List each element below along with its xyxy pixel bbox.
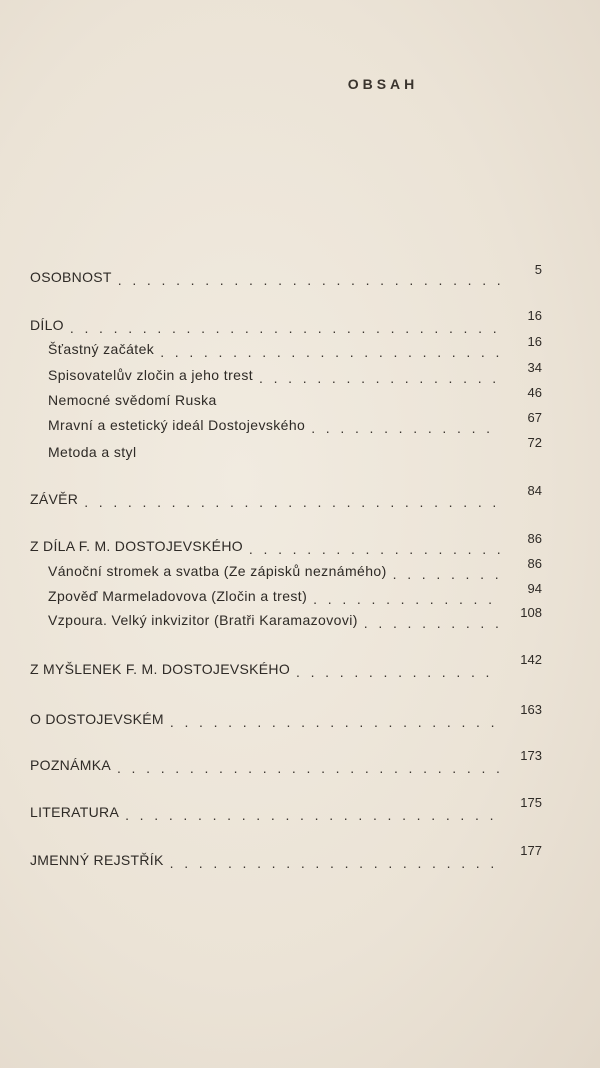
toc-entry-literatura bbox=[30, 801, 500, 821]
toc-entry-label: O DOSTOJEVSKÉM bbox=[30, 711, 164, 727]
toc-entry-label: Z DÍLA F. M. DOSTOJEVSKÉHO bbox=[30, 538, 243, 554]
toc-entry-label: POZNÁMKA bbox=[30, 757, 111, 773]
dot-leader bbox=[118, 272, 500, 286]
toc-page-number: 34 bbox=[527, 360, 542, 375]
toc-entry-label: DÍLO bbox=[30, 317, 64, 333]
toc-entry-label: Vzpoura. Velký inkvizitor (Bratři Karamazovovi) bbox=[48, 612, 358, 628]
toc-entry-stastny-zacatek bbox=[48, 338, 500, 358]
toc-entry-label: JMENNÝ REJSTŘÍK bbox=[30, 852, 164, 868]
toc-entry-jmenny-rejstrik bbox=[30, 849, 500, 869]
toc-entry-label: Spisovatelův zločin a jeho trest bbox=[48, 367, 254, 383]
toc-entry-spisovateluv-zlocin bbox=[48, 364, 500, 384]
toc-entry-osobnost bbox=[30, 266, 500, 286]
dot-leader bbox=[296, 664, 500, 678]
toc-entry-zpoved-marmeladovova bbox=[48, 585, 500, 605]
toc-page-number: 173 bbox=[520, 748, 542, 763]
dot-leader bbox=[84, 494, 500, 508]
toc-entry-label: Šťastný začátek bbox=[48, 341, 155, 357]
dot-leader bbox=[170, 714, 500, 728]
toc-entry-label: ZÁVĚR bbox=[30, 491, 79, 507]
toc-page-number: 84 bbox=[527, 483, 542, 498]
toc-entry-label: Z MYŠLENEK F. M. DOSTOJEVSKÉHO bbox=[30, 661, 291, 677]
toc-entry-mravni-idealy bbox=[48, 414, 500, 434]
toc-page-number: 16 bbox=[527, 308, 542, 323]
dot-leader bbox=[311, 420, 500, 434]
toc-entry-label: Zpověď Marmeladovova (Zločin a trest) bbox=[48, 588, 308, 604]
toc-entry-z-dila bbox=[30, 535, 500, 555]
toc-page-number: 46 bbox=[527, 385, 542, 400]
dot-leader bbox=[70, 320, 500, 334]
toc-entry-label: OSOBNOST bbox=[30, 269, 112, 285]
toc-entry-label: Vánoční stromek a svatba (Ze zápisků neznámého) bbox=[48, 563, 387, 579]
toc-page-number: 163 bbox=[520, 702, 542, 717]
toc-page-number: 5 bbox=[534, 262, 542, 277]
dot-leader bbox=[259, 370, 500, 384]
toc-page-number: 142 bbox=[520, 652, 542, 667]
toc-entry-label: LITERATURA bbox=[30, 804, 120, 820]
toc-entry-vanocni-stromek bbox=[48, 560, 500, 580]
toc-entry-metoda-a-styl bbox=[48, 441, 500, 461]
toc-page-number: 86 bbox=[527, 556, 542, 571]
dot-leader bbox=[364, 615, 500, 629]
toc-page-number: 72 bbox=[527, 435, 542, 450]
dot-leader bbox=[170, 855, 500, 869]
page-title: OBSAH bbox=[347, 76, 419, 92]
toc-page-number: 177 bbox=[520, 843, 542, 858]
toc-page-number: 86 bbox=[527, 531, 542, 546]
dot-leader bbox=[313, 591, 500, 605]
toc-entry-nemocne-svedomi bbox=[48, 389, 500, 409]
toc-page-number: 108 bbox=[520, 605, 542, 620]
toc-entry-z-myslenek bbox=[30, 658, 500, 678]
dot-leader bbox=[160, 344, 500, 358]
toc-entry-label: Metoda a styl bbox=[48, 444, 137, 460]
toc-entry-o-dostojevskem bbox=[30, 708, 500, 728]
dot-leader bbox=[125, 807, 500, 821]
dot-leader bbox=[117, 760, 500, 774]
toc-entry-poznamka bbox=[30, 754, 500, 774]
toc-page-number: 16 bbox=[527, 334, 542, 349]
toc-entry-dilo bbox=[30, 314, 500, 334]
toc-page-number: 175 bbox=[520, 795, 542, 810]
toc-page-number: 94 bbox=[527, 581, 542, 596]
toc-entry-label: Mravní a estetický ideál Dostojevského bbox=[48, 417, 306, 433]
toc-entry-vzpoura bbox=[48, 609, 500, 629]
toc-page-number: 67 bbox=[527, 410, 542, 425]
dot-leader bbox=[249, 541, 500, 555]
toc-entry-zaver bbox=[30, 488, 500, 508]
toc-entry-label: Nemocné svědomí Ruska bbox=[48, 392, 217, 408]
